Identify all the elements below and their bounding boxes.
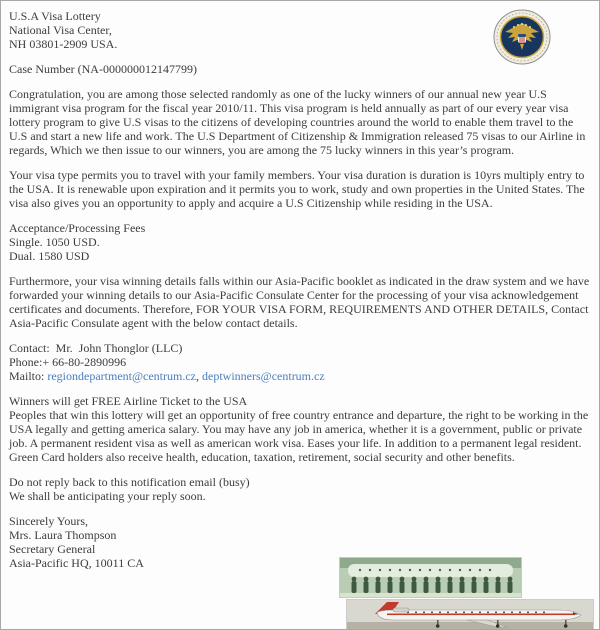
org-address-line2: NH 03801-2909 USA. (9, 37, 118, 51)
fees-dual: Dual. 1580 USD (9, 249, 90, 263)
signature-title: Secretary General (9, 542, 96, 556)
email-link-regiondepartment[interactable]: regiondepartment@centrum.cz (47, 369, 196, 383)
mailto-label: Mailto: (9, 369, 48, 383)
crew-group-photo (339, 557, 522, 598)
fees-section (9, 221, 589, 263)
signature-name: Mrs. Laura Thompson (9, 528, 117, 542)
signature-location: Asia-Pacific HQ, 10011 CA (9, 556, 144, 570)
paragraph-furthermore: Furthermore, your visa winning details falls within our Asia-Pacific booklet as indicated in the draw system and we have forwarded your winning details to our Asia-Pacific Consulate Center for the processing of your visa acknowledgement certificates and documents. Therefore, FOR YOUR VISA FORM, REQUIREMENTS AND OTHER DETAILS, Contact Asia-Pacific Consulate agent with the below contact details. (9, 274, 590, 330)
us-great-seal-icon (491, 8, 553, 66)
contact-name: Contact: Mr. John Thonglor (LLC) (9, 341, 183, 355)
paragraph-visa-type: Your visa type permits you to travel with your family members. Your visa duration is duration is 10yrs multiply entry to the USA. It is renewable upon expiration and it permits you to work, study and own properties in the United States. The visa also gives you an opportunity to apply and acquire a U.S Citizenship while residing in the USA. (9, 168, 585, 210)
case-number: Case Number (NA-000000012147799) (9, 62, 197, 76)
signature-closing: Sincerely Yours, (9, 514, 89, 528)
airliner-photo (346, 599, 594, 630)
email-link-deptwinners[interactable]: deptwinners@centrum.cz (202, 369, 325, 383)
winners-title: Winners will get FREE Airline Ticket to the USA (9, 394, 248, 408)
org-name: U.S.A Visa Lottery (9, 9, 101, 23)
noreply-section (9, 475, 589, 503)
paragraph-congratulation: Congratulation, you are among those selected randomly as one of the lucky winners of our annual new year U.S immigrant visa program for the fiscal year 2010/11. This visa program is held annually as part of our every year visa lottery program to give U.S visas to the citizens of developing countries around the world to enable them travel to the U.S and start a new life and work. The U.S Department of Citizenship & Immigration released 75 visas to our Airline in regards, Which we then issue to our winners, you are among the 75 lucky winners in this year’s program. (9, 87, 586, 157)
noreply-line2: We shall be anticipating your reply soon. (9, 489, 206, 503)
contact-mailto-line (9, 369, 589, 383)
org-address-line1: National Visa Center, (9, 23, 112, 37)
noreply-line1: Do not reply back to this notification email (busy) (9, 475, 250, 489)
fees-single: Single. 1050 USD. (9, 235, 100, 249)
winners-body: Peoples that win this lottery will get an opportunity of free country entrance and departure, the right to be working in the USA legally and getting america salary. You may have any job in america, whether it is a government, public or private job. A permanent resident visa as well as american work visa. Eases your life. In addition to a permanent legal resident. Green Card holders also receive health, education, taxation, retirement, social security and other benefits. (9, 408, 589, 464)
winners-section (9, 394, 589, 464)
contact-phone: Phone:+ 66-80-2890996 (9, 355, 127, 369)
contact-section (9, 341, 589, 383)
fees-title: Acceptance/Processing Fees (9, 221, 146, 235)
email-separator: , (196, 369, 202, 383)
